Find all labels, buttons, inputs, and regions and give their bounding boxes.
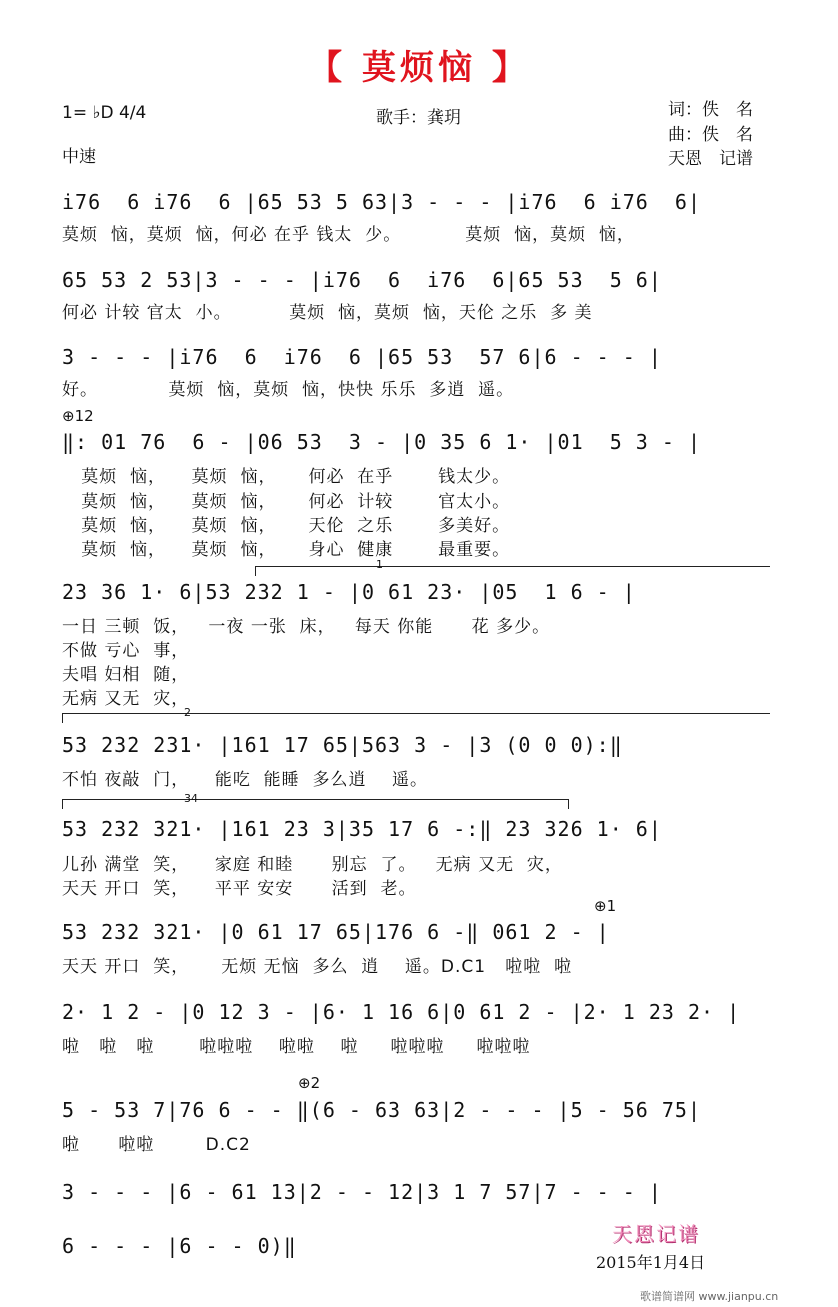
lyric-line: 莫烦 恼， 莫烦 恼， 身心 健康 最重要。 — [62, 540, 511, 560]
notation-line: 3 - - - |6 - 61 13|2 - - 12|3 1 7 57|7 - - - | — [62, 1180, 662, 1204]
lyric-line: 不怕 夜敲 门， 能吃 能睡 多么逍 遥。 — [62, 770, 429, 790]
notation-line: 53 232 231· |161 17 65|563 3 - |3 (0 0 0):‖ — [62, 733, 623, 757]
volta-bracket-line — [62, 713, 63, 723]
lyric-line: 莫烦 恼，莫烦 恼，何必 在乎 钱太 少。 莫烦 恼，莫烦 恼， — [62, 225, 635, 245]
lyric-line: 一日 三顿 饭， 一夜 一张 床， 每天 你能 花 多少。 — [62, 617, 551, 637]
lyric-line: 无病 又无 灾， — [62, 689, 190, 709]
notation-line: ‖: 01 76 6 - |06 53 3 - |0 35 6 1· |01 5 3 - | — [62, 430, 702, 454]
key-signature: 1= ♭D 4/4 — [62, 103, 147, 123]
singer-credit: 歌手：龚玥 — [376, 108, 461, 128]
notation-line: 53 232 321· |161 23 3|35 17 6 -:‖ 23 326 1· 6| — [62, 817, 662, 841]
volta-number: 2 — [184, 706, 191, 719]
transcriber-signature: 天恩记谱 — [612, 1222, 700, 1246]
notation-line: 5 - 53 7|76 6 - - ‖(6 - 63 63|2 - - - |5 - 56 75| — [62, 1098, 702, 1122]
lyric-line: 啦 啦 啦 啦啦啦 啦啦 啦 啦啦啦 啦啦啦 — [62, 1037, 531, 1057]
volta-bracket-line — [255, 566, 256, 576]
transcriber-credit: 天恩 记谱 — [668, 149, 753, 169]
lyricist-credit: 词：佚 名 — [668, 100, 753, 120]
volta-number: 34 — [184, 792, 198, 805]
lyric-line: 儿孙 满堂 笑， 家庭 和睦 别忘 了。 无病 又无 灾， — [62, 855, 563, 875]
notation-line: 6 - - - |6 - - 0)‖ — [62, 1234, 297, 1258]
transcription-date: 2015年1月4日 — [596, 1253, 706, 1272]
notation-line: 2· 1 2 - |0 12 3 - |6· 1 16 6|0 61 2 - |2· 1 23 2· | — [62, 1000, 741, 1024]
lyric-line: 莫烦 恼， 莫烦 恼， 何必 计较 官太小。 — [62, 492, 511, 512]
lyric-line: 夫唱 妇相 随， — [62, 665, 190, 685]
coda-mark: ⊕2 — [298, 1074, 321, 1092]
notation-line: i̇76 6 i̇76 6 |65 53 5 63|3 - - - |i̇76 6 i̇76 6| — [62, 190, 702, 214]
volta-bracket-line — [62, 713, 770, 714]
composer-credit: 曲：佚 名 — [668, 125, 753, 145]
lyric-line: 天天 开口 笑， 无烦 无恼 多么 逍 遥。D.C1 啦啦 啦 — [62, 957, 573, 977]
notation-line: 53 232 321· |0 61 17 65|176 6 -‖ 061 2 - | — [62, 920, 610, 944]
lyric-line: 好。 莫烦 恼，莫烦 恼，快快 乐乐 多逍 遥。 — [62, 380, 515, 400]
notation-line: 23 36 1· 6|53 232 1 - |0 61 23· |05 1 6 - | — [62, 580, 636, 604]
lyric-line: 啦 啦啦 D.C2 — [62, 1135, 251, 1155]
volta-bracket-line — [255, 566, 770, 567]
volta-bracket-line — [62, 799, 63, 809]
volta-bracket-line — [568, 799, 569, 809]
lyric-line: 何必 计较 官太 小。 莫烦 恼，莫烦 恼，天伦 之乐 多 美 — [62, 303, 593, 323]
site-watermark: 歌谱简谱网 www.jianpu.cn — [640, 1290, 779, 1303]
lyric-line: 不做 亏心 事， — [62, 641, 190, 661]
notation-line: 65 53 2 53|3 - - - |i̇76 6 i̇76 6|65 53 5 6| — [62, 268, 662, 292]
volta-bracket-line — [62, 799, 568, 800]
tempo-marking: 中速 — [62, 147, 96, 167]
lyric-line: 莫烦 恼， 莫烦 恼， 何必 在乎 钱太少。 — [62, 467, 511, 487]
volta-number: 1 — [376, 558, 383, 571]
notation-line: 3 - - - |i̇76 6 i̇76 6 |65 53 57 6|6 - - - | — [62, 345, 662, 369]
coda-mark: ⊕1 — [594, 897, 617, 915]
lyric-line: 莫烦 恼， 莫烦 恼， 天伦 之乐 多美好。 — [62, 516, 511, 536]
coda-mark: ⊕12 — [62, 407, 94, 425]
page-title: 【 莫烦恼 】 — [308, 48, 530, 88]
lyric-line: 天天 开口 笑， 平平 安安 活到 老。 — [62, 879, 417, 899]
